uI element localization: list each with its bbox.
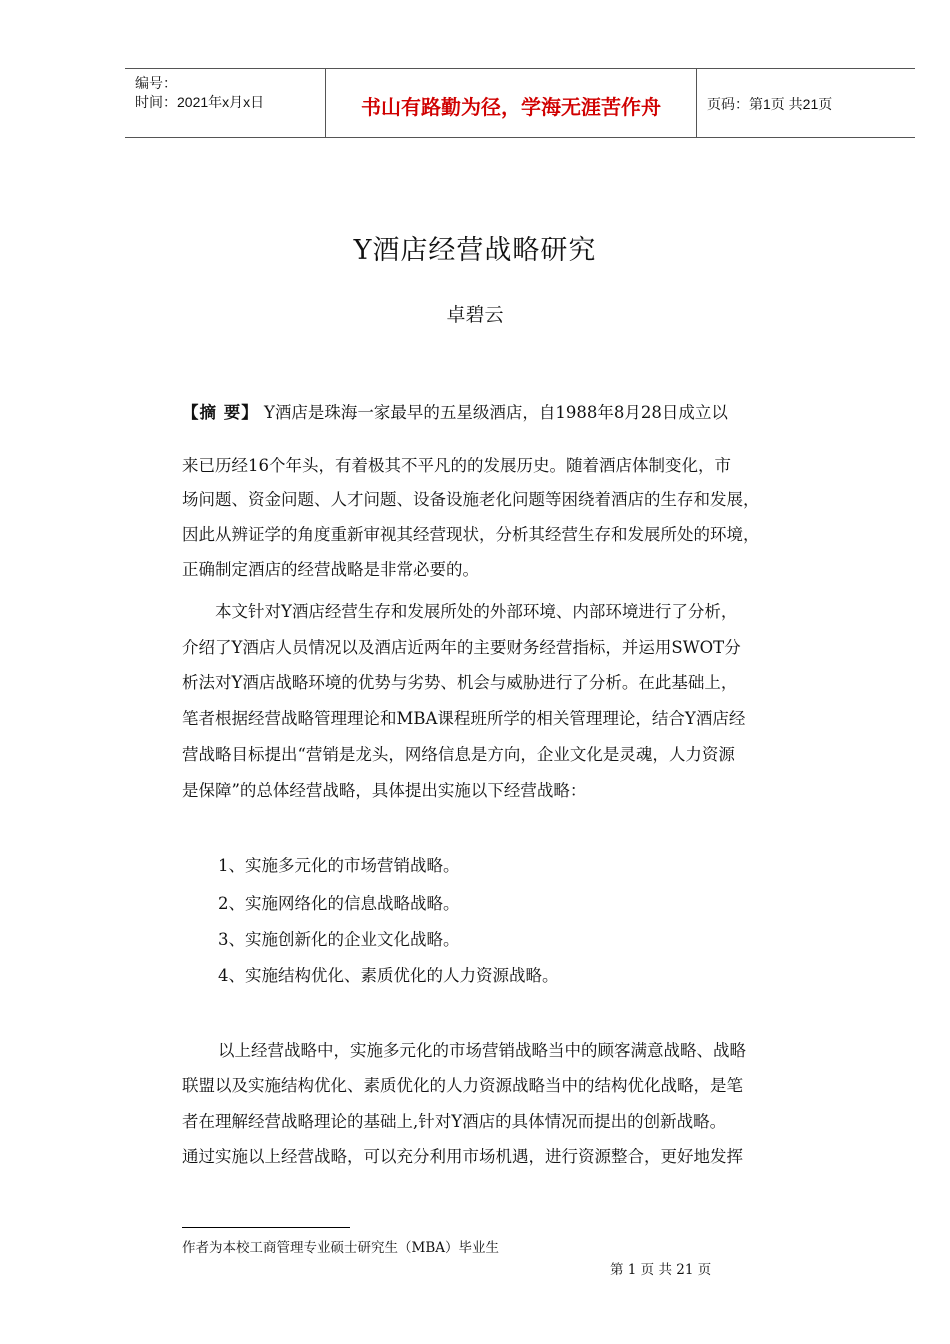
paragraph-line: 者在理解经营战略理论的基础上,针对Y酒店的具体情况而提出的创新战略。 (182, 1112, 727, 1131)
page-header (125, 68, 915, 138)
page-info: 页码：第1页 共21页 (707, 96, 833, 112)
date-label: 时间：2021年x月x日 (135, 94, 265, 110)
header-motto-cell (326, 69, 697, 137)
paragraph-line: 场问题、资金问题、人才问题、设备设施老化问题等困绕着酒店的生存和发展， (182, 490, 760, 509)
strategy-list-item: 3、实施创新化的企业文化战略。 (218, 930, 460, 949)
serial-number-label: 编号： (135, 75, 177, 91)
paragraph-line: 因此从辨证学的角度重新审视其经营现状，分析其经营生存和发展所处的环境， (182, 525, 760, 544)
strategy-list-item: 1、实施多元化的市场营销战略。 (218, 856, 460, 875)
abstract-text: Y酒店是珠海一家最早的五星级酒店，自1988年8月28日成立以 (258, 403, 728, 422)
strategy-list-item: 2、实施网络化的信息战略战略。 (218, 894, 460, 913)
strategy-list-item: 4、实施结构优化、素质优化的人力资源战略。 (218, 966, 559, 985)
footer-page-number: 第 1 页 共 21 页 (610, 1262, 712, 1278)
abstract-line (182, 401, 728, 425)
paragraph-line: 析法对Y酒店战略环境的优势与劣势、机会与威胁进行了分析。在此基础上， (182, 673, 738, 692)
paragraph-line: 来已历经16个年头，有着极其不平凡的的发展历史。随着酒店体制变化，市 (182, 456, 731, 475)
motto-text: 书山有路勤为径，学海无涯苦作舟 (361, 95, 661, 119)
abstract-label: 【摘 要】 (182, 403, 259, 422)
paragraph-line: 笔者根据经营战略管理理论和MBA课程班所学的相关管理理论，结合Y酒店经 (182, 709, 746, 728)
header-info-cell (125, 69, 326, 137)
paragraph-line: 营战略目标提出“营销是龙头，网络信息是方向，企业文化是灵魂，人力资源 (182, 745, 735, 764)
paragraph-line: 联盟以及实施结构优化、素质优化的人力资源战略当中的结构优化战略，是笔 (182, 1076, 743, 1095)
header-page-cell (697, 69, 915, 137)
paragraph-line: 本文针对Y酒店经营生存和发展所处的外部环境、内部环境进行了分析， (215, 602, 738, 621)
document-title: Y酒店经营战略研究 (353, 235, 597, 266)
footnote-separator (182, 1227, 350, 1228)
paragraph-line: 正确制定酒店的经营战略是非常必要的。 (182, 560, 479, 579)
paragraph-line: 是保障”的总体经营战略，具体提出实施以下经营战略： (182, 781, 587, 800)
author-name: 卓碧云 (446, 304, 504, 326)
paragraph-line: 通过实施以上经营战略，可以充分利用市场机遇，进行资源整合，更好地发挥 (182, 1147, 743, 1166)
paragraph-line: 以上经营战略中，实施多元化的市场营销战略当中的顾客满意战略、战略 (218, 1041, 746, 1060)
footnote-text: 作者为本校工商管理专业硕士研究生（MBA）毕业生 (182, 1240, 499, 1256)
paragraph-line: 介绍了Y酒店人员情况以及酒店近两年的主要财务经营指标，并运用SWOT分 (182, 638, 741, 657)
